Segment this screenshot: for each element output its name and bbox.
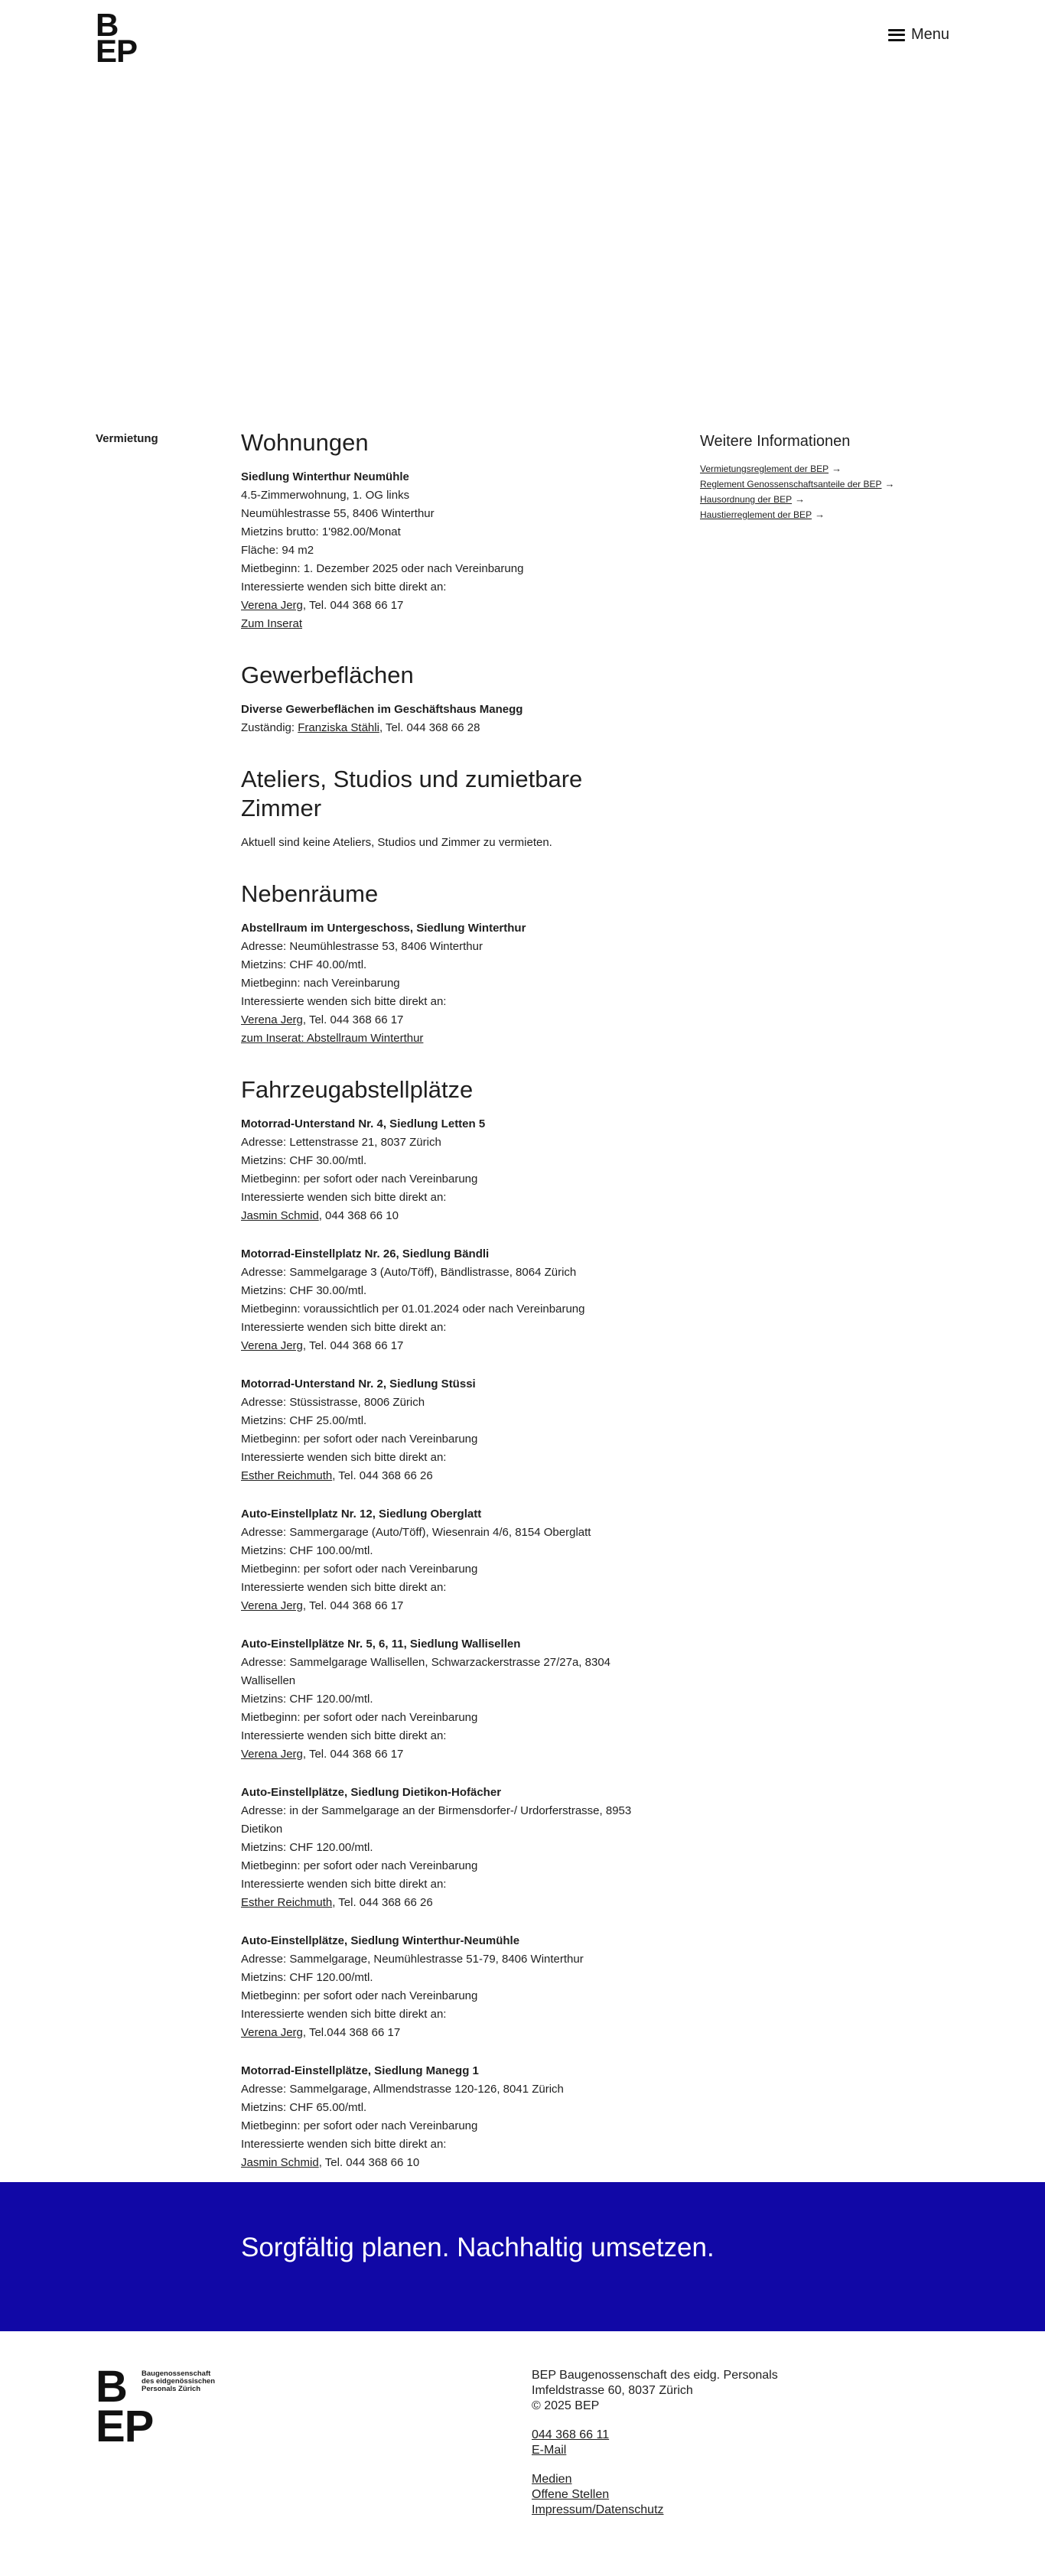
listing-entry bbox=[241, 919, 658, 1048]
contact-person-link[interactable]: Franziska Stähli bbox=[298, 721, 379, 734]
listing-detail: Interessierte wenden sich bitte direkt an: bbox=[241, 1321, 447, 1334]
contact-person-link[interactable]: Verena Jerg bbox=[241, 599, 303, 612]
listing-detail: Mietzins: CHF 30.00/mtl. bbox=[241, 1154, 367, 1167]
listing-contact bbox=[241, 1467, 658, 1485]
slogan-banner bbox=[0, 2182, 1045, 2331]
listing-detail: Mietbeginn: per sofort oder nach Vereinbarung bbox=[241, 1989, 478, 2002]
hamburger-icon bbox=[888, 29, 905, 41]
listing-title: Diverse Gewerbeflächen im Geschäftshaus Manegg bbox=[241, 703, 523, 716]
content-section bbox=[241, 765, 658, 852]
listing-detail: Interessierte wenden sich bitte direkt an: bbox=[241, 1191, 447, 1204]
listing-entry bbox=[241, 468, 658, 633]
listing-detail: Mietbeginn: per sofort oder nach Vereinbarung bbox=[241, 1859, 478, 1872]
listing-ad-link[interactable]: zum Inserat: Abstellraum Winterthur bbox=[241, 1032, 424, 1045]
arrow-right-icon: → bbox=[815, 509, 825, 520]
content-section bbox=[241, 1075, 658, 2172]
contact-phone: , Tel. 044 368 66 17 bbox=[302, 1339, 404, 1352]
listing-detail: Mietbeginn: per sofort oder nach Vereinbarung bbox=[241, 1563, 478, 1576]
listing-title: Auto-Einstellplätze, Siedlung Winterthur-Neumühle bbox=[241, 1934, 520, 1947]
listing-title: Auto-Einstellplätze Nr. 5, 6, 11, Siedlung Wallisellen bbox=[241, 1638, 521, 1651]
contact-person-link[interactable]: Verena Jerg bbox=[241, 2026, 303, 2039]
listing-contact bbox=[241, 1337, 658, 1355]
arrow-right-icon: → bbox=[884, 478, 895, 490]
contact-phone: , Tel. 044 368 66 10 bbox=[318, 2156, 420, 2169]
contact-person-link[interactable]: Verena Jerg bbox=[241, 1599, 303, 1612]
contact-phone: , Tel. 044 368 66 17 bbox=[302, 599, 404, 612]
footer-logo-top-letter: B bbox=[96, 2362, 127, 2412]
bep-logo[interactable] bbox=[96, 7, 138, 69]
listing-entry bbox=[241, 701, 658, 737]
contact-person-link[interactable]: Jasmin Schmid bbox=[241, 1209, 319, 1222]
contact-phone: , Tel. 044 368 66 26 bbox=[332, 1469, 433, 1482]
footer-nav bbox=[532, 2472, 778, 2518]
listing-detail: Interessierte wenden sich bitte direkt an: bbox=[241, 1451, 447, 1464]
listing-detail: Adresse: Sammelgarage, Allmendstrasse 120-126, 8041 Zürich bbox=[241, 2083, 564, 2096]
contact-phone: , Tel. 044 368 66 28 bbox=[379, 721, 480, 734]
listing-title: Auto-Einstellplätze, Siedlung Dietikon-Hofächer bbox=[241, 1786, 502, 1799]
listing-link-row bbox=[241, 615, 658, 633]
footer-email-link[interactable]: E-Mail bbox=[532, 2444, 567, 2457]
contact-phone: , 044 368 66 10 bbox=[318, 1209, 399, 1222]
listing-entry bbox=[241, 1932, 658, 2042]
listing-detail: Mietzins: CHF 40.00/mtl. bbox=[241, 958, 367, 971]
listing-detail: Mietbeginn: per sofort oder nach Vereinbarung bbox=[241, 1433, 478, 1446]
listing-title: Motorrad-Unterstand Nr. 4, Siedlung Letten 5 bbox=[241, 1117, 486, 1130]
listing-entry bbox=[241, 1115, 658, 1225]
info-document-link[interactable] bbox=[700, 476, 922, 492]
listing-detail: Interessierte wenden sich bitte direkt an: bbox=[241, 1581, 447, 1594]
content-section bbox=[241, 428, 658, 633]
content-section bbox=[241, 880, 658, 1048]
listing-detail: Interessierte wenden sich bitte direkt an: bbox=[241, 1729, 447, 1742]
listing-detail: Mietzins: CHF 120.00/mtl. bbox=[241, 1841, 373, 1854]
contact-person-link[interactable]: Esther Reichmuth bbox=[241, 1896, 333, 1909]
section-title: Wohnungen bbox=[241, 429, 369, 456]
further-information-links bbox=[700, 461, 922, 522]
contact-person-link[interactable]: Verena Jerg bbox=[241, 1013, 303, 1026]
listing-detail: Interessierte wenden sich bitte direkt an: bbox=[241, 995, 447, 1008]
listing-detail: Mietbeginn: nach Vereinbarung bbox=[241, 977, 400, 990]
listing-ad-link[interactable]: Zum Inserat bbox=[241, 617, 303, 630]
listing-detail: Adresse: Sammelgarage, Neumühlestrasse 51-79, 8406 Winterthur bbox=[241, 1953, 584, 1966]
listing-detail: Adresse: Sammelgarage Wallisellen, Schwarzackerstrasse 27/27a, 8304 Wallisellen bbox=[241, 1656, 611, 1687]
contact-phone: , Tel. 044 368 66 17 bbox=[302, 1599, 404, 1612]
listing-detail: Mietzins: CHF 120.00/mtl. bbox=[241, 1693, 373, 1706]
footer-logo[interactable] bbox=[96, 2362, 218, 2451]
footer-link-medien[interactable]: Medien bbox=[532, 2473, 572, 2486]
listing-contact bbox=[241, 1207, 658, 1225]
section-title: Ateliers, Studios und zumietbare Zimmer bbox=[241, 766, 583, 821]
listing-detail: Adresse: Stüssistrasse, 8006 Zürich bbox=[241, 1396, 425, 1409]
listing-detail: Adresse: Neumühlestrasse 53, 8406 Winterthur bbox=[241, 940, 483, 953]
listing-entry bbox=[241, 1635, 658, 1764]
footer-info bbox=[532, 2368, 778, 2532]
listing-detail: Mietbeginn: per sofort oder nach Vereinbarung bbox=[241, 2119, 478, 2132]
section-title: Gewerbeflächen bbox=[241, 662, 414, 688]
listing-detail: Neumühlestrasse 55, 8406 Winterthur bbox=[241, 507, 435, 520]
listing-detail: Fläche: 94 m2 bbox=[241, 544, 314, 557]
listing-detail: Mietbeginn: 1. Dezember 2025 oder nach Vereinbarung bbox=[241, 562, 524, 575]
listing-title: Motorrad-Einstellplätze, Siedlung Manegg 1 bbox=[241, 2064, 479, 2077]
arrow-right-icon: → bbox=[795, 493, 806, 505]
contact-person-link[interactable]: Verena Jerg bbox=[241, 1748, 303, 1761]
info-document-label: Haustierreglement der BEP bbox=[700, 509, 812, 520]
listing-contact bbox=[241, 2024, 658, 2042]
listing-detail: Interessierte wenden sich bitte direkt an: bbox=[241, 1878, 447, 1891]
listing-detail: Interessierte wenden sich bitte direkt an: bbox=[241, 2138, 447, 2151]
info-document-link[interactable] bbox=[700, 461, 922, 476]
listing-detail: Adresse: Sammelgarage 3 (Auto/Töff), Bändlistrasse, 8064 Zürich bbox=[241, 1266, 577, 1279]
slogan-text: Sorgfältig planen. Nachhaltig umsetzen. bbox=[241, 2233, 715, 2262]
footer-logo-tagline: Baugenossenschaft des eidgenössischen Personals Zürich bbox=[142, 2369, 216, 2393]
listing-entry bbox=[241, 1505, 658, 1615]
logo-bottom-letters: EP bbox=[96, 33, 138, 69]
footer-contact bbox=[532, 2428, 778, 2458]
listing-detail: Adresse: in der Sammelgarage an der Birmensdorfer-/ Urdorferstrasse, 8953 Dietikon bbox=[241, 1804, 632, 1836]
listing-detail: Mietbeginn: per sofort oder nach Vereinbarung bbox=[241, 1173, 478, 1186]
listing-contact bbox=[241, 597, 658, 615]
footer-link-impressum[interactable]: Impressum/Datenschutz bbox=[532, 2503, 664, 2516]
menu-label: Menu bbox=[910, 26, 949, 43]
listing-detail: Mietzins: CHF 30.00/mtl. bbox=[241, 1284, 367, 1297]
listing-contact bbox=[241, 1597, 658, 1615]
listing-detail: Mietzins: CHF 65.00/mtl. bbox=[241, 2101, 367, 2114]
listing-contact bbox=[241, 719, 658, 737]
listing-detail: Mietzins brutto: 1'982.00/Monat bbox=[241, 525, 401, 538]
footer-phone-link[interactable]: 044 368 66 11 bbox=[532, 2428, 610, 2441]
contact-phone: , Tel.044 368 66 17 bbox=[302, 2026, 401, 2039]
listing-detail: 4.5-Zimmerwohnung, 1. OG links bbox=[241, 489, 410, 502]
listing-entry bbox=[241, 1245, 658, 1355]
info-document-link[interactable] bbox=[700, 507, 922, 522]
listing-contact bbox=[241, 1894, 658, 1912]
listing-title: Siedlung Winterthur Neumühle bbox=[241, 470, 409, 483]
listing-detail: Interessierte wenden sich bitte direkt an: bbox=[241, 581, 447, 594]
site-header bbox=[0, 0, 1045, 76]
footer-logo-bottom-letters: EP bbox=[96, 2402, 154, 2451]
contact-person-link[interactable]: Jasmin Schmid bbox=[241, 2156, 319, 2169]
contact-person-link[interactable]: Verena Jerg bbox=[241, 1339, 303, 1352]
listing-detail: Adresse: Lettenstrasse 21, 8037 Zürich bbox=[241, 1136, 441, 1149]
listing-detail: Mietzins: CHF 25.00/mtl. bbox=[241, 1414, 367, 1427]
content-section bbox=[241, 661, 658, 737]
listing-entry bbox=[241, 1375, 658, 1485]
listing-detail: Mietzins: CHF 100.00/mtl. bbox=[241, 1544, 373, 1557]
listing-contact bbox=[241, 1011, 658, 1029]
hero-image-area bbox=[0, 76, 1045, 428]
contact-phone: , Tel. 044 368 66 17 bbox=[302, 1013, 404, 1026]
listing-title: Motorrad-Unterstand Nr. 2, Siedlung Stüssi bbox=[241, 1377, 476, 1390]
main-content bbox=[241, 428, 658, 2200]
listing-contact bbox=[241, 1745, 658, 1764]
footer-link-offene-stellen[interactable]: Offene Stellen bbox=[532, 2488, 610, 2501]
listing-contact bbox=[241, 2154, 658, 2172]
section-title: Nebenräume bbox=[241, 880, 379, 907]
contact-prefix: Zuständig: bbox=[241, 721, 298, 734]
listing-title: Auto-Einstellplatz Nr. 12, Siedlung Oberglatt bbox=[241, 1508, 482, 1521]
contact-phone: , Tel. 044 368 66 26 bbox=[332, 1896, 433, 1909]
listing-detail: Mietzins: CHF 120.00/mtl. bbox=[241, 1971, 373, 1984]
info-document-label: Hausordnung der BEP bbox=[700, 494, 793, 505]
section-title: Fahrzeugabstellplätze bbox=[241, 1076, 474, 1103]
listing-detail: Mietbeginn: voraussichtlich per 01.01.2024 oder nach Vereinbarung bbox=[241, 1303, 585, 1316]
further-information-title: Weitere Informationen bbox=[700, 433, 851, 450]
contact-person-link[interactable]: Esther Reichmuth bbox=[241, 1469, 333, 1482]
info-document-link[interactable] bbox=[700, 492, 922, 507]
listing-detail: Mietbeginn: per sofort oder nach Vereinbarung bbox=[241, 1711, 478, 1724]
listing-link-row bbox=[241, 1029, 658, 1048]
listing-title: Abstellraum im Untergeschoss, Siedlung Winterthur bbox=[241, 922, 526, 935]
listing-title: Motorrad-Einstellplatz Nr. 26, Siedlung Bändli bbox=[241, 1247, 490, 1260]
listing-detail: Interessierte wenden sich bitte direkt an: bbox=[241, 2008, 447, 2021]
menu-button[interactable] bbox=[888, 26, 949, 44]
listing-detail: Adresse: Sammergarage (Auto/Töff), Wiesenrain 4/6, 8154 Oberglatt bbox=[241, 1526, 591, 1539]
further-information bbox=[700, 433, 922, 522]
logo-top-letter: B bbox=[96, 7, 119, 43]
footer-address: BEP Baugenossenschaft des eidg. Personals Imfeldstrasse 60, 8037 Zürich © 2025 BEP bbox=[532, 2369, 778, 2412]
listing-entry bbox=[241, 1784, 658, 1912]
info-document-label: Vermietungsreglement der BEP bbox=[700, 463, 829, 474]
contact-phone: , Tel. 044 368 66 17 bbox=[302, 1748, 404, 1761]
info-document-label: Reglement Genossenschaftsanteile der BEP bbox=[700, 479, 882, 490]
section-nav-label: Vermietung bbox=[96, 432, 158, 445]
section-paragraph: Aktuell sind keine Ateliers, Studios und Zimmer zu vermieten. bbox=[241, 836, 552, 849]
arrow-right-icon: → bbox=[832, 463, 842, 474]
listing-entry bbox=[241, 2062, 658, 2172]
